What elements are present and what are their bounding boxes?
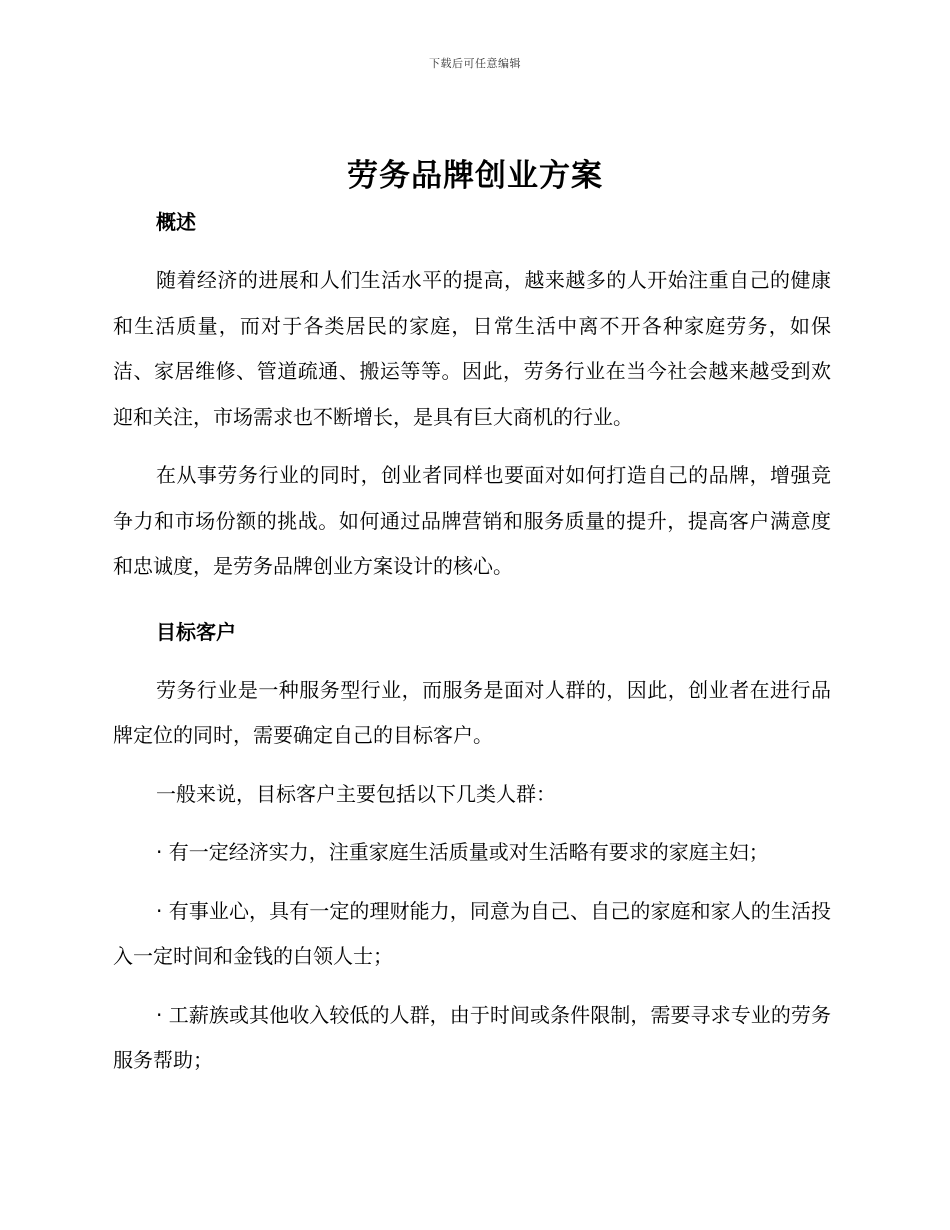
section-heading-overview: 概述 xyxy=(156,210,196,234)
section-heading-target-customers: 目标客户 xyxy=(156,619,236,644)
list-item: · 有事业心，具有一定的理财能力，同意为自己、自己的家庭和家人的生活投入一定时间和金钱的白领人士； xyxy=(113,898,831,968)
target-paragraph-1: 劳务行业是一种服务型行业，而服务是面对人群的，因此，创业者在进行品牌定位的同时，需要确定自己的目标客户。 xyxy=(113,677,831,747)
document-body xyxy=(113,206,831,1084)
header-note: 下载后可任意编辑 xyxy=(429,57,521,70)
list-item: · 工薪族或其他收入较低的人群，由于时间或条件限制，需要寻求专业的劳务服务帮助； xyxy=(113,1002,831,1072)
document-title: 劳务品牌创业方案 xyxy=(347,158,603,194)
target-paragraph-2: 一般来说，目标客户主要包括以下几类人群： xyxy=(156,781,556,806)
list-item: · 有一定经济实力，注重家庭生活质量或对生活略有要求的家庭主妇； xyxy=(156,840,769,864)
overview-paragraph-1: 随着经济的进展和人们生活水平的提高，越来越多的人开始注重自己的健康和生活质量，而对于各类居民的家庭，日常生活中离不开各种家庭劳务，如保洁、家居维修、管道疏通、搬运等等。因此，劳务行业在当今社会越来越受到欢迎和关注，市场需求也不断增长，是具有巨大商机的行业。 xyxy=(113,268,831,429)
overview-paragraph-2: 在从事劳务行业的同时，创业者同样也要面对如何打造自己的品牌，增强竞争力和市场份额的挑战。如何通过品牌营销和服务质量的提升，提高客户满意度和忠诚度，是劳务品牌创业方案设计的核心。 xyxy=(113,463,831,578)
